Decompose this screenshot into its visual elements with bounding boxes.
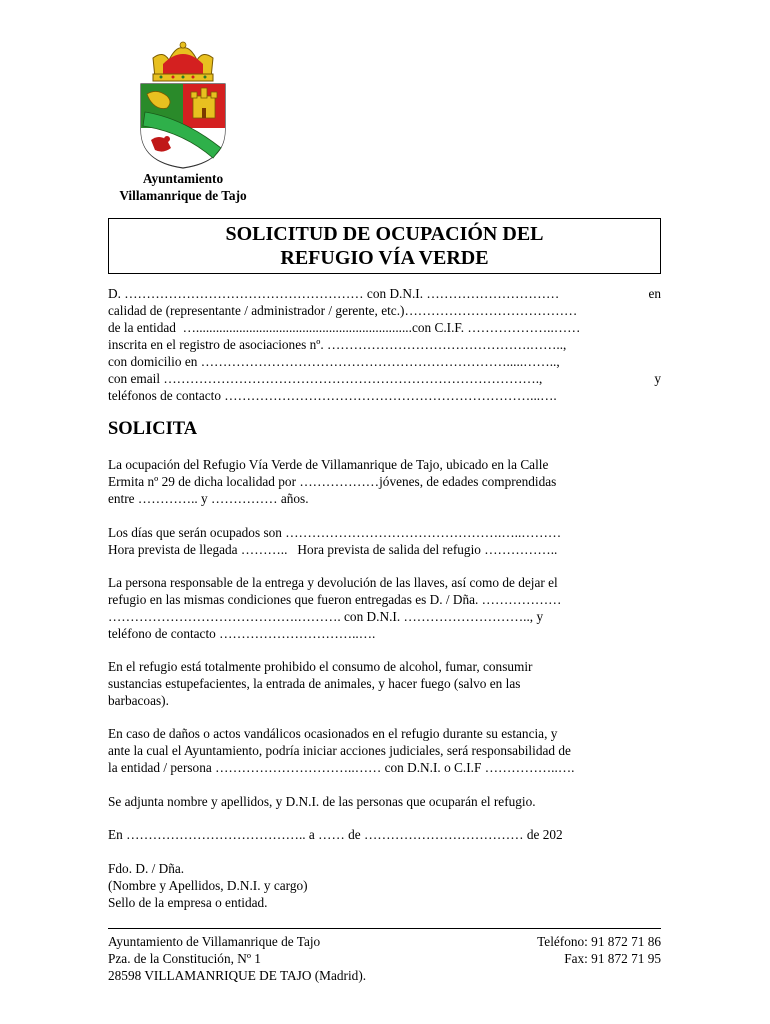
- applicant-line-1: [108, 285, 661, 302]
- paragraph-4-line-1: En el refugio está totalmente prohibido el consumo de alcohol, fumar, consumir: [108, 659, 533, 674]
- paragraph-4-line-2: sustancias estupefacientes, la entrada de animales, y hacer fuego (salvo en las: [108, 676, 521, 691]
- paragraph-3-line-2[interactable]: refugio en las mismas condiciones que fueron entregadas es D. / Dña. ………………: [108, 592, 562, 607]
- email-line: [108, 370, 661, 387]
- contact-phones-field[interactable]: teléfonos de contacto ……………………………………………………………...….: [108, 388, 557, 403]
- signature-line-2: (Nombre y Apellidos, D.N.I. y cargo): [108, 878, 308, 893]
- coat-of-arms-logo: [133, 40, 233, 170]
- paragraph-1-line-1: La ocupación del Refugio Vía Verde de Villamanrique de Tajo, ubicado en la Calle: [108, 457, 549, 472]
- paragraph-3-line-1: La persona responsable de la entrega y devolución de las llaves, así como de dejar el: [108, 575, 558, 590]
- email-field[interactable]: con email ………………………………………………………………………….,: [108, 371, 546, 386]
- paragraph-1-line-3[interactable]: entre ………….. y …………… años.: [108, 491, 309, 506]
- arrival-departure-time-field[interactable]: Hora prevista de llegada ……….. Hora prevista de salida del refugio ……………..: [108, 542, 558, 557]
- paragraph-5-line-3[interactable]: la entidad / persona …………………………..…… con D.N.I. o C.I.F ……………..….: [108, 760, 575, 775]
- entity-field[interactable]: de la entidad ….................................................................con C.I.F. ………………..……: [108, 320, 581, 335]
- paragraph-5-line-2: ante la cual el Ayuntamiento, podría iniciar acciones judiciales, será responsabilidad de: [108, 743, 571, 758]
- paragraph-6: Se adjunta nombre y apellidos, y D.N.I. de las personas que ocuparán el refugio.: [108, 794, 536, 809]
- footer-phone: Teléfono: 91 872 71 86: [537, 934, 661, 949]
- paragraph-1-line-2[interactable]: Ermita nº 29 de dicha localidad por ………………jóvenes, de edades comprendidas: [108, 474, 557, 489]
- footer-divider: [108, 928, 661, 929]
- paragraph-5-line-1: En caso de daños o actos vandálicos ocasionados en el refugio durante su estancia, y: [108, 726, 558, 741]
- signature-line-1: Fdo. D. / Dña.: [108, 861, 185, 876]
- org-line-1: Ayuntamiento: [142, 171, 224, 186]
- shield-icon: [141, 84, 225, 168]
- solicita-heading: SOLICITA: [108, 419, 198, 439]
- place-date-field[interactable]: En ………………………………….. a …… de ……………………………… de 202: [108, 827, 563, 842]
- footer-postal: 28598 VILLAMANRIQUE DE TAJO (Madrid).: [108, 968, 367, 983]
- signature-line-3: Sello de la empresa o entidad.: [108, 895, 268, 910]
- applicant-line-1-end: en: [648, 286, 661, 301]
- title-line-1: SOLICITUD DE OCUPACIÓN DEL: [225, 223, 544, 245]
- title-line-2: REFUGIO VÍA VERDE: [280, 247, 489, 269]
- occupancy-days-field[interactable]: Los días que serán ocupados son ………………………………………….…..………: [108, 525, 562, 540]
- paragraph-3-line-3[interactable]: …………………………………….………. con D.N.I. ……………………….., y: [108, 609, 544, 624]
- association-register-field[interactable]: inscrita en el registro de asociaciones nº. ……………………………………….……..,: [108, 337, 567, 352]
- footer-org-name: Ayuntamiento de Villamanrique de Tajo: [108, 934, 321, 949]
- paragraph-4-line-3: barbacoas).: [108, 693, 169, 708]
- paragraph-3-line-4[interactable]: teléfono de contacto …………………………..….: [108, 626, 376, 641]
- applicant-role-field[interactable]: calidad de (representante / administrador / gerente, etc.)…………………………………: [108, 303, 578, 318]
- crown-icon: [153, 42, 213, 81]
- document-title-box: [108, 218, 661, 274]
- address-field[interactable]: con domicilio en …………………………………………………………….....……..,: [108, 354, 560, 369]
- applicant-name-field[interactable]: D. ……………………………………………… con D.N.I. …………………………: [108, 286, 563, 301]
- footer-fax: Fax: 91 872 71 95: [564, 951, 661, 966]
- organization-name: [108, 170, 258, 204]
- org-line-2: Villamanrique de Tajo: [119, 188, 247, 203]
- email-line-end: y: [654, 371, 661, 386]
- footer-address: Pza. de la Constitución, Nº 1: [108, 951, 261, 966]
